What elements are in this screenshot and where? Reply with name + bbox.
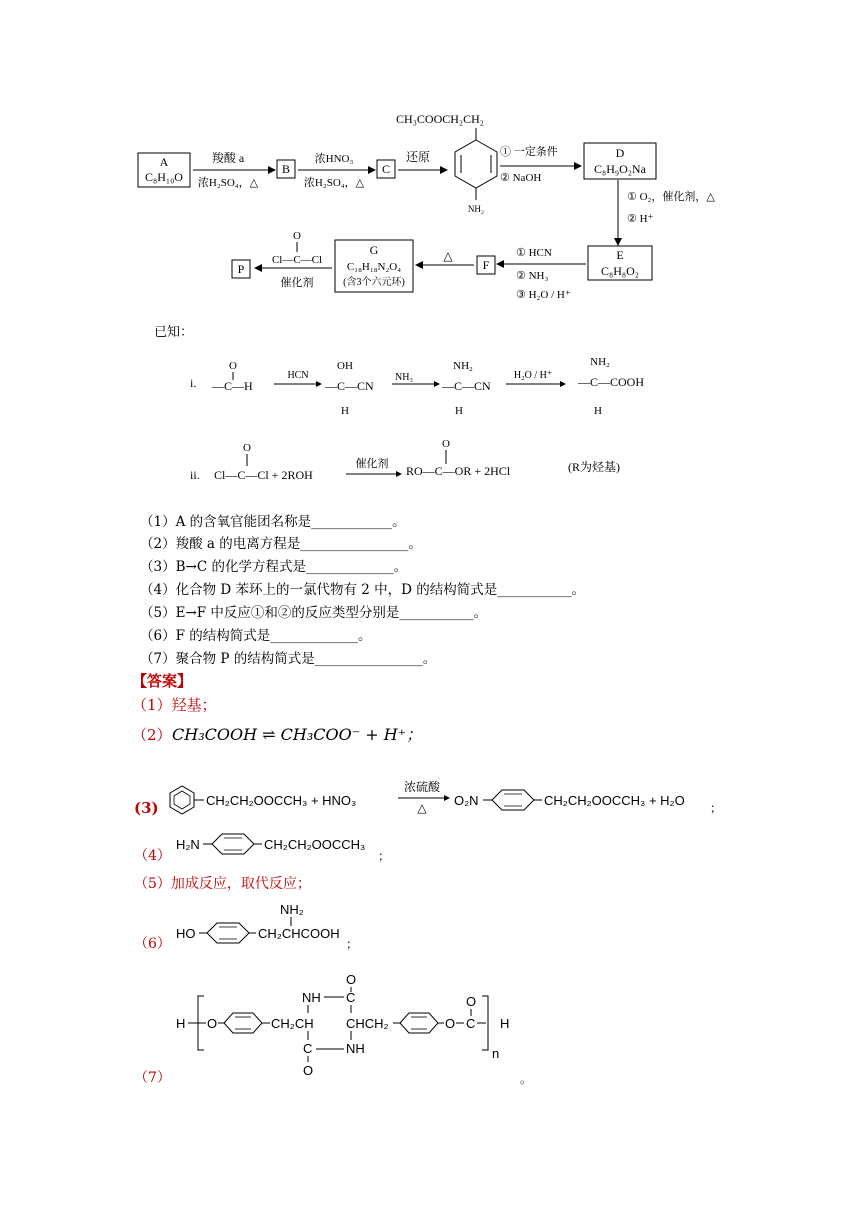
question-1: （1）A 的含氧官能团名称是____________。 [140,514,406,530]
a6-benzene [207,923,249,943]
a7-H-right: H [500,1016,510,1031]
arrow-A-B-condition: 浓H₂SO₄，△ [197,177,259,189]
answer-5: （5）加成反应，取代反应； [134,876,311,892]
a3-left: CH₂CH₂OOCCH₃ + HNO₃ [206,793,357,808]
ii-O2: O [442,438,450,450]
label-G: G [369,243,379,257]
arrow-D-E-step2: ② H⁺ [627,213,654,225]
a7-end: 。 [520,1072,533,1086]
ring-nh2: NH₂ [467,204,485,214]
a3-end: ； [710,801,723,815]
ii-arrow: 催化剂 [355,458,389,470]
phosgene-O: O [293,230,301,242]
a7-O-top: O [346,972,357,987]
i-s4-NH2: NH₂ [590,356,610,368]
a4-right: CH₂CH₂OOCCH₃ [264,837,366,852]
a4-end: ； [378,849,391,863]
i-arrow3: H₂O / H⁺ [513,370,553,381]
arrow-G-P-catalyst: 催化剂 [280,277,314,289]
formula-D: C₈H₉O₂Na [594,162,646,176]
question-7: （7）聚合物 P 的结构简式是________________。 [140,651,437,667]
a7-O-carbonyl: O [466,994,477,1009]
answer-7-label: （7） [134,1070,171,1086]
arrow-C-ring-reagent: 还原 [405,150,431,164]
i-s3: —C—CN [442,379,491,393]
answer-4-label: （4） [134,848,171,864]
known-ii-label: ii. [190,468,200,482]
i-s1: —C—H [212,379,253,393]
answer-6-label: （6） [134,936,171,952]
question-3: （3）B→C 的化学方程式是_____________。 [140,559,408,575]
arrow-ring-D-step1: ① 一定条件 [500,146,558,158]
known-heading: 已知： [154,324,194,339]
ii-left: Cl—C—Cl + 2ROH [214,468,313,482]
phosgene-reagent: Cl—C—Cl [271,254,323,266]
i-s2-OH: OH [337,360,353,372]
a7-H-left: H [176,1016,186,1031]
a3-arrow-top: 浓硫酸 [403,780,441,794]
ii-right: RO—C—OR + 2HCl [406,464,511,478]
question-5: （5）E→F 中反应①和②的反应类型分别是___________。 [140,605,488,621]
note-G: (含3个六元环) [343,277,405,288]
arrow-B-C-reagent: 浓HNO₃ [314,153,354,165]
formula-E: C₈H₈O₂ [601,264,639,278]
a4-H2N: H₂N [176,837,200,852]
a6-right: CH₂CHCOOH [258,926,340,941]
a3-right: CH₂CH₂OOCCH₃ + H₂O [544,793,685,808]
i-s4-H: H [594,405,602,417]
question-4: （4）化合物 D 苯环上的一氯代物有 2 中，D 的结构简式是___________。 [140,582,586,598]
arrow-E-F-step2: ② NH₃ [516,270,549,282]
arrow-D-E-step1: ① O₂，催化剂，△ [627,191,715,203]
a7-NH-bottom: NH [346,1041,365,1056]
a3-benzene-2 [492,790,534,810]
label-D: D [615,146,625,160]
i-s2-H: H [341,405,349,417]
a7-C-top: C [346,990,356,1005]
i-arrow1: HCN [287,370,309,381]
formula-A: C₈H₁₀O [145,170,183,184]
i-s3-NH2: NH₂ [453,360,473,372]
known-i-label: i. [190,376,197,390]
question-2: （2）羧酸 a 的电离方程是________________。 [140,536,422,552]
arrow-A-B-reagent: 羧酸 a [211,151,245,165]
arrow-F-G-condition: △ [443,249,453,263]
label-A: A [159,155,169,169]
label-B: B [281,162,291,176]
a7-CH-right: CHCH₂ [346,1016,389,1031]
a6-NH2: NH₂ [280,902,304,917]
arrow-ring-D-step2: ② NaOH [500,172,542,184]
a7-C-right: C [466,1016,476,1031]
a7-polymer [176,972,509,1078]
label-P: P [237,262,245,276]
a3-arrow-bottom: △ [417,801,427,815]
label-F: F [482,258,490,272]
ii-O1: O [243,442,251,454]
answer-1: （1）羟基； [132,696,217,714]
answer-3-label: (3) [134,799,159,817]
question-6: （6）F 的结构简式是_____________。 [140,628,372,644]
a6-HO: HO [176,926,196,941]
answer-heading: 【答案】 [132,672,193,690]
ii-note: (R为烃基) [568,460,620,474]
a7-n: n [492,1046,500,1061]
label-C: C [381,162,391,176]
answer-2-label: （2） [132,726,172,744]
a4-benzene [212,834,254,854]
i-s1-O: O [229,360,237,372]
label-E: E [616,248,624,262]
a7-O-right: O [445,1016,456,1031]
i-arrow2: NH₃ [395,372,413,383]
i-s4: —C—COOH [578,375,645,389]
a3-benzene-1 [170,786,194,814]
ring-substituent: CH₃COOCH₂CH₂ [396,112,484,126]
formula-G: C₁₈H₁₈N₂O₄ [346,261,402,273]
arrow-E-F-step1: ① HCN [516,247,552,259]
a7-O-left: O [207,1016,218,1031]
a7-C-bottom: C [303,1041,313,1056]
a6-end: ； [346,937,359,951]
a7-O-bottom: O [303,1063,314,1078]
a7-CH2CH: CH₂CH [271,1016,314,1031]
i-s3-H: H [455,405,463,417]
answer-2-equation: CH₃COOH ⇌ CH₃COO⁻ + H⁺； [172,725,423,744]
a3-O2N: O₂N [454,793,479,808]
a7-NH-top: NH [302,990,321,1005]
arrow-B-C-condition: 浓H₂SO₄，△ [303,177,365,189]
i-s2: —C—CN [325,379,374,393]
arrow-E-F-step3: ③ H₂O / H⁺ [516,289,571,301]
